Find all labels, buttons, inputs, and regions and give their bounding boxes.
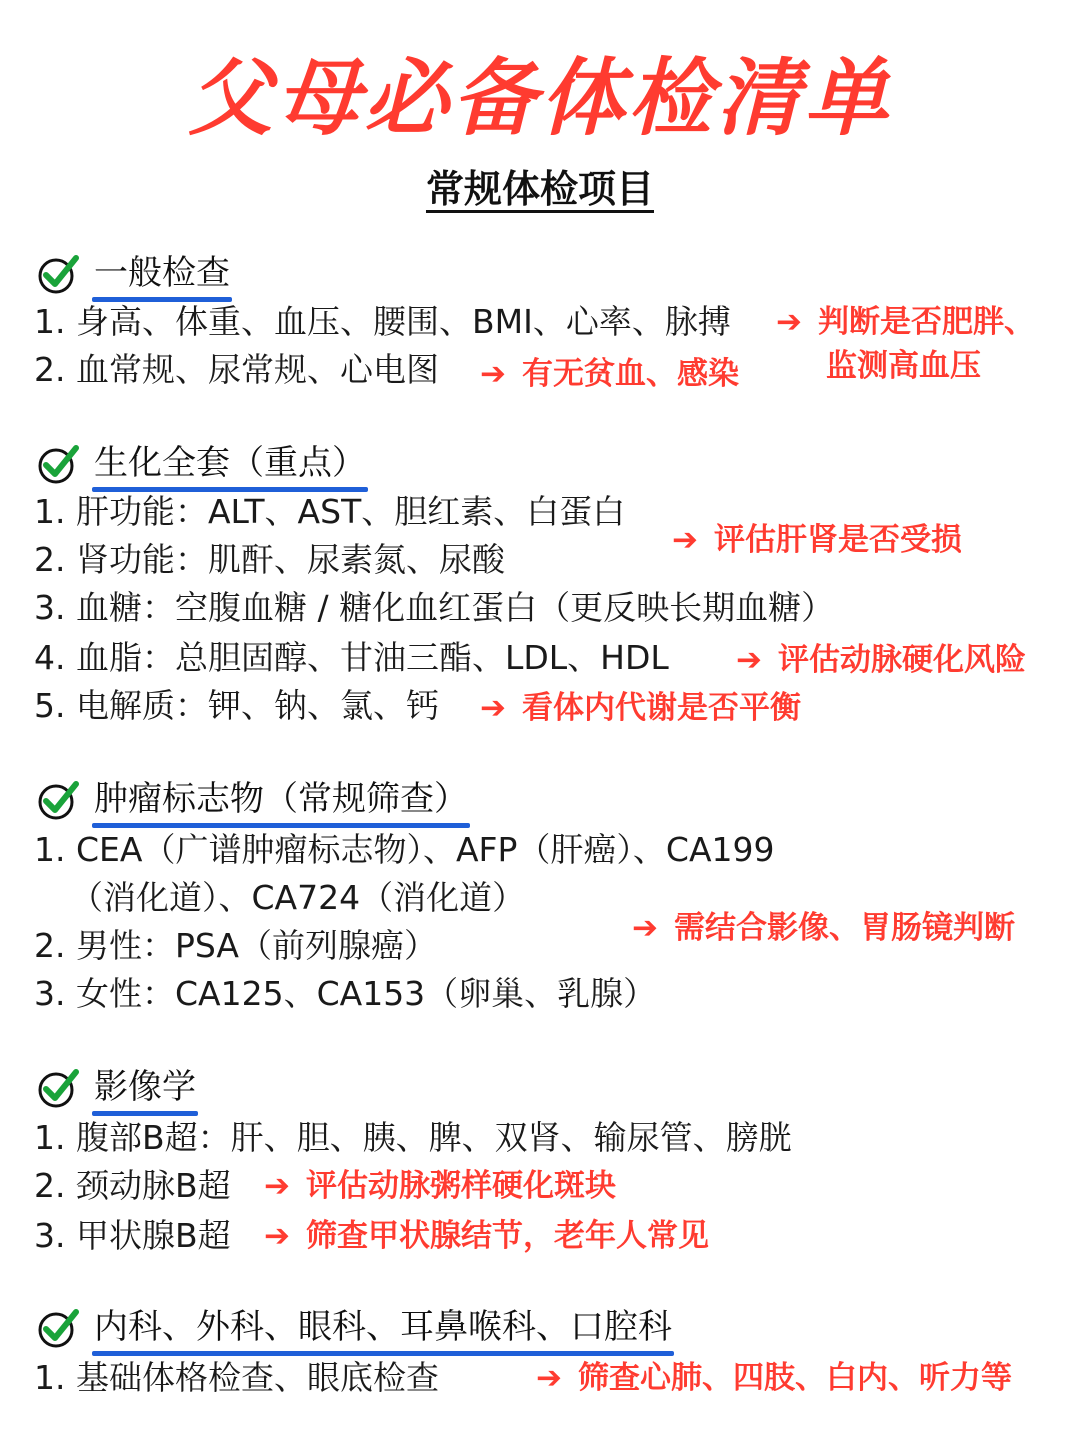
arrow-right-icon: ➔ xyxy=(480,356,506,392)
arrow-right-icon: ➔ xyxy=(536,1360,562,1396)
arrow-right-icon: ➔ xyxy=(264,1218,290,1254)
note-annotation: ➔ 需结合影像、胃肠镜判断 xyxy=(632,910,1015,946)
arrow-right-icon: ➔ xyxy=(672,522,698,558)
list-item: 2. 男性：PSA（前列腺癌） xyxy=(34,926,438,965)
list-item: 1. CEA（广谱肿瘤标志物）、AFP（肝癌）、CA199 xyxy=(34,830,775,869)
section-heading-imaging xyxy=(36,1064,198,1112)
section-heading-clinical xyxy=(36,1304,674,1352)
section-title: 影像学 xyxy=(92,1066,198,1110)
arrow-right-icon: ➔ xyxy=(480,690,506,726)
list-item: 3. 血糖：空腹血糖 / 糖化血红蛋白（更反映长期血糖） xyxy=(34,588,835,627)
list-item: 3. 女性：CA125、CA153（卵巢、乳腺） xyxy=(34,974,657,1013)
section-title: 内科、外科、眼科、耳鼻喉科、口腔科 xyxy=(92,1306,674,1350)
note-annotation: ➔ 有无贫血、感染 xyxy=(480,356,739,392)
note-annotation: ➔ 筛查甲状腺结节，老年人常见 xyxy=(264,1218,709,1254)
list-item: 4. 血脂：总胆固醇、甘油三酯、LDL、HDL xyxy=(34,638,669,677)
check-circle-icon xyxy=(36,252,80,296)
section-title: 一般检查 xyxy=(92,252,232,296)
note-annotation: ➔ 筛查心肺、四肢、白内、听力等 xyxy=(536,1360,1012,1396)
list-item: 2. 颈动脉B超 xyxy=(34,1166,231,1205)
arrow-right-icon: ➔ xyxy=(632,910,658,946)
note-annotation: ➔ 判断是否肥胖、 xyxy=(776,304,1035,340)
list-item: 1. 身高、体重、血压、腰围、BMI、心率、脉搏 xyxy=(34,302,731,341)
section-title: 生化全套（重点） xyxy=(92,442,368,486)
note-annotation: ➔ 评估肝肾是否受损 xyxy=(672,522,962,558)
check-circle-icon xyxy=(36,1066,80,1110)
section-heading-general xyxy=(36,250,232,298)
list-item: 2. 肾功能：肌酐、尿素氮、尿酸 xyxy=(34,540,505,579)
arrow-right-icon: ➔ xyxy=(264,1168,290,1204)
list-item: 5. 电解质：钾、钠、氯、钙 xyxy=(34,686,439,725)
list-item: 1. 腹部B超：肝、胆、胰、脾、双肾、输尿管、膀胱 xyxy=(34,1118,792,1157)
page-subtitle: 常规体检项目 xyxy=(425,167,654,211)
arrow-right-icon: ➔ xyxy=(736,642,762,678)
section-heading-biochem xyxy=(36,440,368,488)
note-annotation: ➔ 评估动脉粥样硬化斑块 xyxy=(264,1168,616,1204)
list-item: 1. 基础体格检查、眼底检查 xyxy=(34,1358,439,1397)
check-circle-icon xyxy=(36,442,80,486)
list-item: 1. 肝功能：ALT、AST、胆红素、白蛋白 xyxy=(34,492,626,531)
check-circle-icon xyxy=(36,778,80,822)
note-annotation: ➔ 看体内代谢是否平衡 xyxy=(480,690,801,726)
page-title: 父母必备体检清单 xyxy=(187,49,892,147)
list-item: （消化道）、CA724（消化道） xyxy=(70,878,526,917)
list-item: 2. 血常规、尿常规、心电图 xyxy=(34,350,439,389)
section-title: 肿瘤标志物（常规筛查） xyxy=(92,778,470,822)
note-annotation: ➔ 评估动脉硬化风险 xyxy=(736,642,1026,678)
check-circle-icon xyxy=(36,1306,80,1350)
section-heading-tumor-markers xyxy=(36,776,470,824)
list-item: 3. 甲状腺B超 xyxy=(34,1216,231,1255)
arrow-right-icon: ➔ xyxy=(776,304,802,340)
note-annotation: 监测高血压 xyxy=(826,348,981,384)
